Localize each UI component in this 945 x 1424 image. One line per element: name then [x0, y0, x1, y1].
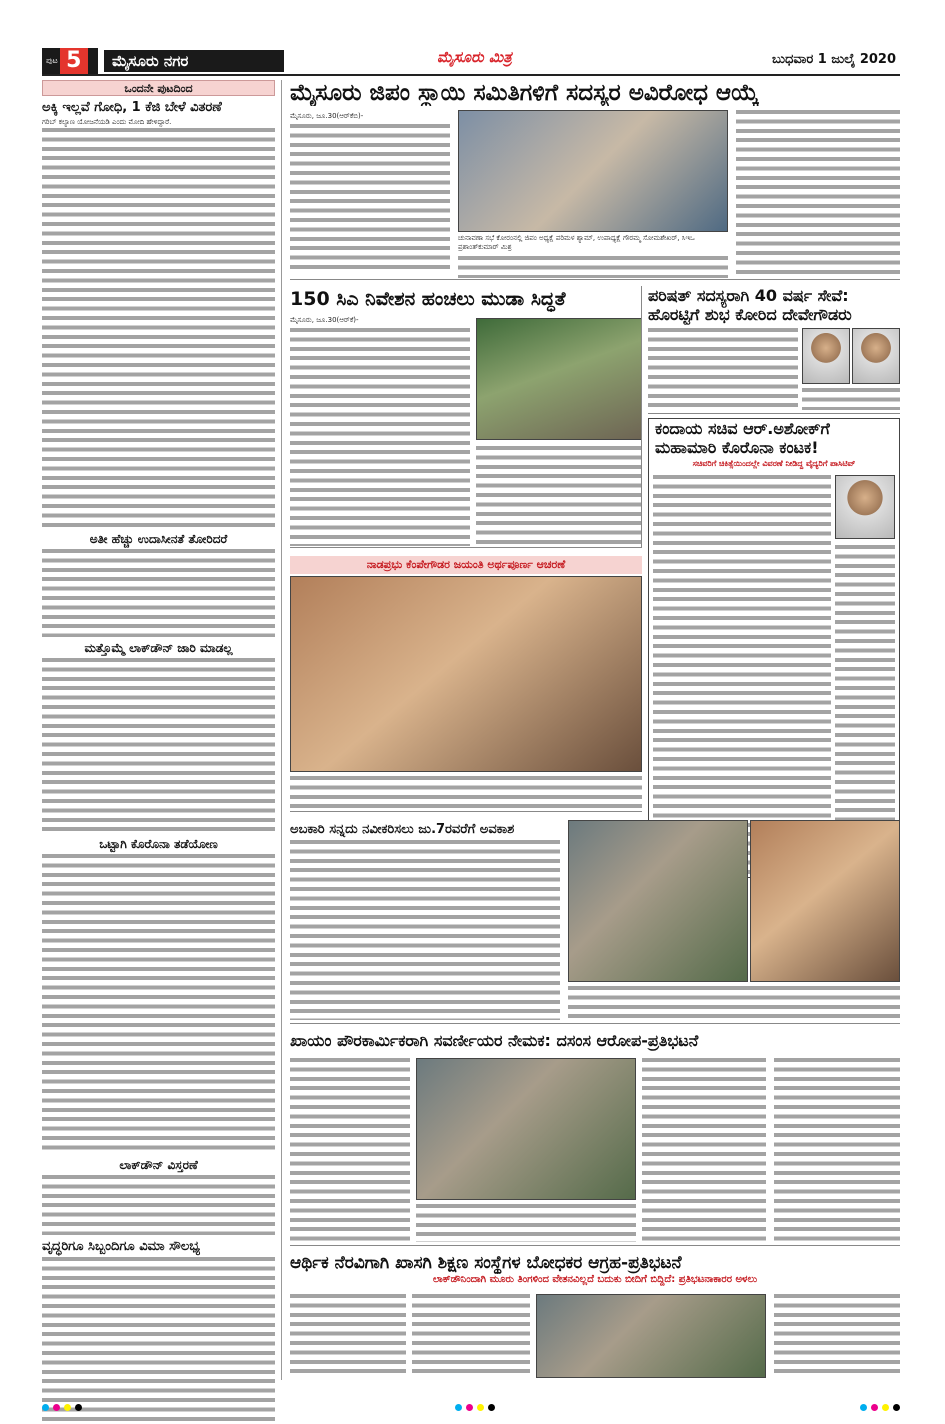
cyan-dot — [42, 1404, 49, 1411]
teachers-body-2 — [412, 1294, 530, 1378]
pourakarmika-body-4 — [774, 1058, 900, 1242]
story-excise — [290, 820, 900, 1024]
kempegowda-caption-bar: ನಾಡಪ್ರಭು ಕೆಂಪೇಗೌಡರ ಜಯಂತಿ ಅರ್ಥಪೂರ್ಣ ಆಚರಣೆ — [290, 556, 642, 574]
issue-date: ಬುಧವಾರ 1 ಜುಲೈ 2020 — [772, 52, 896, 67]
article-intro-rice: ಗರಿಬ್ ಕಲ್ಯಾಣ ಯೋಜನೆಯಡಿ ಎಂದು ಮೋದಿ ಹೇಳಿದ್ದಾರೆ. — [42, 118, 172, 126]
cyan-dot — [455, 1404, 462, 1411]
muda-building-photo — [476, 318, 642, 440]
article-body — [42, 1175, 275, 1235]
article-body — [42, 128, 275, 528]
subhead-stop-corona: ಒಟ್ಟಾಗಿ ಕೊರೊನಾ ತಡೆಯೋಣ — [99, 837, 218, 851]
article-headline-rice: ಅಕ್ಕಿ ಇಲ್ಲವೆ ಗೋಧಿ, 1 ಕೆಜಿ ಬೇಳೆ ವಿತರಣೆ — [42, 100, 222, 115]
minister-kicker: ಸಚಿವರಿಗೆ ಚಿಕಿತ್ಸೆಯಿಂದಲ್ಲೇ ವಿವರಣೆ ನೀಡಿದ್ದ ವೈದ್ಯರಿಗೆ ಪಾಸಿಟಿವ್ — [692, 459, 856, 468]
council-body-2 — [802, 388, 900, 410]
council-headline-1: ಪರಿಷತ್ ಸದಸ್ಯರಾಗಿ 40 ವರ್ಷ ಸೇವೆ: — [648, 286, 849, 305]
article-body — [42, 1257, 275, 1424]
color-registration-dots — [42, 1404, 82, 1411]
story-kempegowda — [290, 556, 642, 812]
ca-sites-headline: 150 ಸಿಎ ನಿವೇಶನ ಹಂಚಲು ಮುಡಾ ಸಿದ್ಧತೆ — [290, 288, 566, 310]
newspaper-logo: ಮೈಸೂರು ಮಿತ್ರ — [437, 48, 512, 66]
masthead — [42, 46, 900, 76]
story-council — [648, 286, 900, 414]
story-ca-sites — [290, 286, 642, 548]
article-body — [42, 658, 275, 833]
left-column — [42, 80, 282, 1380]
yellow-dot — [477, 1404, 484, 1411]
ca-sites-body-left — [290, 328, 470, 546]
pourakarmika-body-3 — [642, 1058, 766, 1242]
black-dot — [75, 1404, 82, 1411]
excise-photo-caption — [568, 986, 900, 1020]
color-registration-dots — [455, 1404, 495, 1411]
kempegowda-caption — [290, 776, 642, 810]
pourakarmika-body-1 — [290, 1058, 410, 1242]
page-label: ಪುಟ — [46, 56, 58, 65]
minister-headline-2: ಮಹಾಮಾರಿ ಕೊರೊನಾ ಕಂಟಕ! — [655, 438, 819, 457]
lead-body-col1 — [290, 124, 450, 274]
subhead-negligence: ಅತೀ ಹೆಚ್ಚು ಉದಾಸೀನತೆ ತೋರಿದರೆ — [89, 532, 228, 546]
protest-photo-1 — [416, 1058, 636, 1200]
ca-sites-body-right — [476, 446, 642, 546]
magenta-dot — [871, 1404, 878, 1411]
excise-body — [290, 840, 560, 1020]
excise-headline: ಅಬಕಾರಿ ಸನ್ನದು ನವೀಕರಿಸಲು ಜು.7ರವರೆಗೆ ಅವಕಾಶ — [290, 822, 515, 837]
lead-story — [290, 80, 900, 280]
section-title: ಮೈಸೂರು ನಗರ — [104, 50, 284, 72]
black-dot — [488, 1404, 495, 1411]
page-number: 5 — [60, 48, 88, 74]
minister-headline-1: ಕಂದಾಯ ಸಚಿವ ಆರ್.ಅಶೋಕ್‌ಗೆ — [655, 419, 830, 438]
lead-headline: ಮೈಸೂರು ಜಿಪಂ ಸ್ಥಾಯಿ ಸಮಿತಿಗಳಿಗೆ ಸದಸ್ಯರ ಅವಿರೋಧ ಆಯ್ಕೆ — [290, 80, 759, 106]
teachers-protest-photo — [536, 1294, 766, 1378]
article-body — [42, 549, 275, 637]
story-minister — [648, 418, 900, 878]
magenta-dot — [466, 1404, 473, 1411]
pourakarmika-headline: ಖಾಯಂ ಪೌರಕಾರ್ಮಿಕರಾಗಿ ಸವರ್ಣೀಯರ ನೇಮಕ: ದಸಂಸ ಆರೋಪ-ಪ್ರತಿಭಟನೆ — [290, 1031, 699, 1050]
teachers-body-3 — [774, 1294, 900, 1378]
kempegowda-event-photo — [290, 576, 642, 772]
ca-sites-dateline: ಮೈಸೂರು, ಜೂ.30(ಆರ್‌ಕೆ)- — [290, 316, 359, 324]
color-registration-dots — [860, 1404, 900, 1411]
teachers-headline: ಆರ್ಥಿಕ ನೆರವಿಗಾಗಿ ಖಾಸಗಿ ಶಿಕ್ಷಣ ಸಂಸ್ಥೆಗಳ ಬೋಧಕರ ಆಗ್ರಹ-ಪ್ರತಿಭಟನೆ — [290, 1253, 682, 1273]
continued-band: ಒಂದನೇ ಪುಟದಿಂದ — [42, 80, 275, 96]
lead-body-col2 — [458, 256, 728, 278]
yoga-event-photo — [568, 820, 748, 982]
subhead-no-lockdown: ಮತ್ತೊಮ್ಮೆ ಲಾಕ್‌ಡೌನ್ ಜಾರಿ ಮಾಡಲ್ಲ — [84, 641, 233, 655]
horatti-photo — [802, 328, 850, 384]
magenta-dot — [53, 1404, 60, 1411]
subhead-lockdown-extension: ಲಾಕ್‌ಡೌನ್ ವಿಸ್ತರಣೆ — [119, 1158, 198, 1172]
devegowda-photo — [852, 328, 900, 384]
teachers-kicker: ಲಾಕ್‌ಡೌನಿಂದಾಗಿ ಮೂರು ತಿಂಗಳಿಂದ ವೇತನವಿಲ್ಲದೆ ಬದುಕು ಬೀದಿಗೆ ಬಿದ್ದಿದೆ: ಪ್ರತಿಭಟನಾಕಾರರ ಅಳಲು — [432, 1274, 758, 1285]
cyan-dot — [860, 1404, 867, 1411]
council-body — [648, 328, 798, 410]
council-headline-2: ಹೊರಟ್ಟಿಗೆ ಶುಭ ಕೋರಿದ ದೇವೇಗೌಡರು — [648, 305, 852, 324]
page-badge — [42, 48, 98, 74]
lead-dateline: ಮೈಸೂರು, ಜೂ.30(ಆರ್‌ಕೆಬಿ)- — [290, 112, 364, 120]
pourakarmika-body-2 — [416, 1204, 636, 1242]
story-teachers — [290, 1252, 900, 1378]
yellow-dot — [882, 1404, 889, 1411]
story-pourakarmika — [290, 1030, 900, 1246]
meeting-photo-caption: ಚುನಾವಣಾ ಸಭೆ ಕೋರಂನಲ್ಲಿ ಜಿಪಂ ಅಧ್ಯಕ್ಷೆ ಪರಿಮಳ ಶ್ಯಾಮ್, ಉಪಾಧ್ಯಕ್ಷೆ ಗೌರಮ್ಮ ಸೋಮಶೇಖರ್, ಸಿಇಒ ಪ್ರಶಾಂತ್‌ಕುಮಾರ್ ಮಿಶ್ರ — [458, 234, 728, 254]
ashok-photo — [835, 475, 895, 539]
yellow-dot — [64, 1404, 71, 1411]
article-headline-insurance: ವೃದ್ಧರಿಗೂ ಸಿಬ್ಬಂದಿಗೂ ವಿಮಾ ಸೌಲಭ್ಯ — [42, 1239, 200, 1254]
minister-body — [653, 475, 831, 875]
lead-body-col3 — [736, 110, 900, 278]
black-dot — [893, 1404, 900, 1411]
meeting-photo — [458, 110, 728, 232]
main-area — [290, 80, 900, 1380]
article-body — [42, 854, 275, 1154]
teachers-body-1 — [290, 1294, 406, 1378]
felicitation-photo — [750, 820, 900, 982]
